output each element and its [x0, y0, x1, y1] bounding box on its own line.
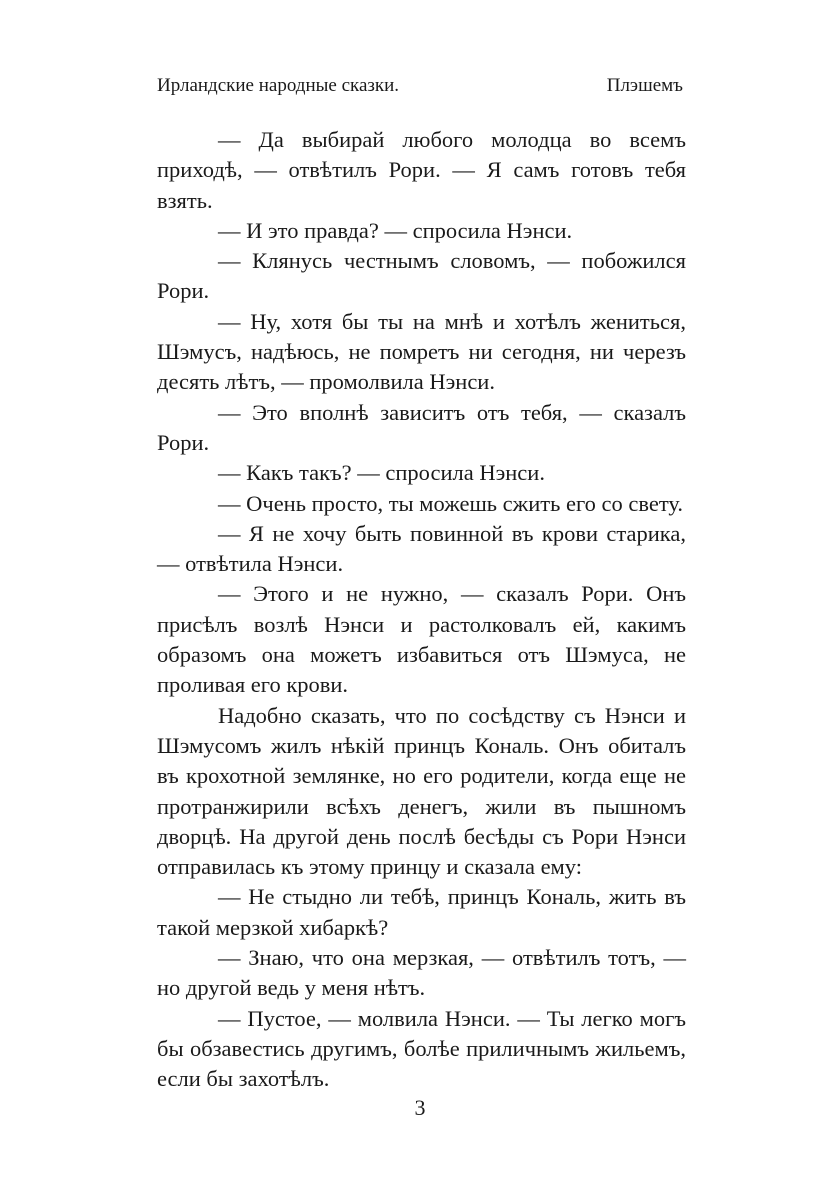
paragraph: — Пустое, — молвила Нэнси. — Ты легко могъ бы обзавестись другимъ, болѣе приличнымъ жильемъ, если бы захотѣлъ.	[157, 1005, 686, 1092]
paragraph: — И это правда? — спросила Нэнси.	[218, 217, 573, 243]
paragraph: — Знаю, что она мерзкая, — отвѣтилъ тотъ, — но другой ведь у меня нѣтъ.	[157, 945, 686, 1001]
running-header	[157, 74, 683, 98]
paragraph: — Этого и не нужно, — сказалъ Рори. Онъ присѣлъ возлѣ Нэнси и растолковалъ ей, какимъ образомъ она можетъ избавиться отъ Шэмуса, не проливая его крови.	[157, 581, 686, 698]
page-number: 3	[414, 1095, 426, 1120]
paragraph: — Это вполнѣ зависитъ отъ тебя, — сказалъ Рори.	[157, 399, 686, 455]
paragraph: — Клянусь честнымъ словомъ, — побожился Рори.	[157, 248, 686, 304]
paragraph: — Я не хочу быть повинной въ крови старика, — отвѣтила Нэнси.	[157, 520, 686, 577]
body-text	[157, 125, 686, 1095]
paragraph: Надобно сказать, что по сосѣдству съ Нэнси и Шэмусомъ жилъ нѣкій принцъ Кональ. Онъ обиталъ въ крохотной землянке, но его родители, когда еще не протранжирили всѣхъ денегъ, жили въ пышномъ дворцѣ. На другой день послѣ бесѣды съ Рори Нэнси отправилась къ этому принцу и сказала ему:	[157, 702, 686, 880]
paragraph: — Ну, хотя бы ты на мнѣ и хотѣлъ жениться, Шэмусъ, надѣюсь, не помретъ ни сегодня, ни черезъ десять лѣтъ, — промолвила Нэнси.	[157, 308, 686, 395]
header-book-title: Ирландские народные сказки.	[157, 75, 400, 96]
paragraph: — Очень просто, ты можешь сжить его со свету.	[218, 490, 683, 516]
paragraph: — Какъ такъ? — спросила Нэнси.	[218, 460, 545, 486]
paragraph: — Да выбирай любого молодца во всемъ приходѣ, — отвѣтилъ Рори. — Я самъ готовъ тебя взять.	[157, 127, 686, 213]
header-author: Плэшемъ	[606, 75, 683, 96]
paragraph: — Не стыдно ли тебѣ, принцъ Кональ, жить въ такой мерзкой хибаркѣ?	[157, 884, 686, 940]
